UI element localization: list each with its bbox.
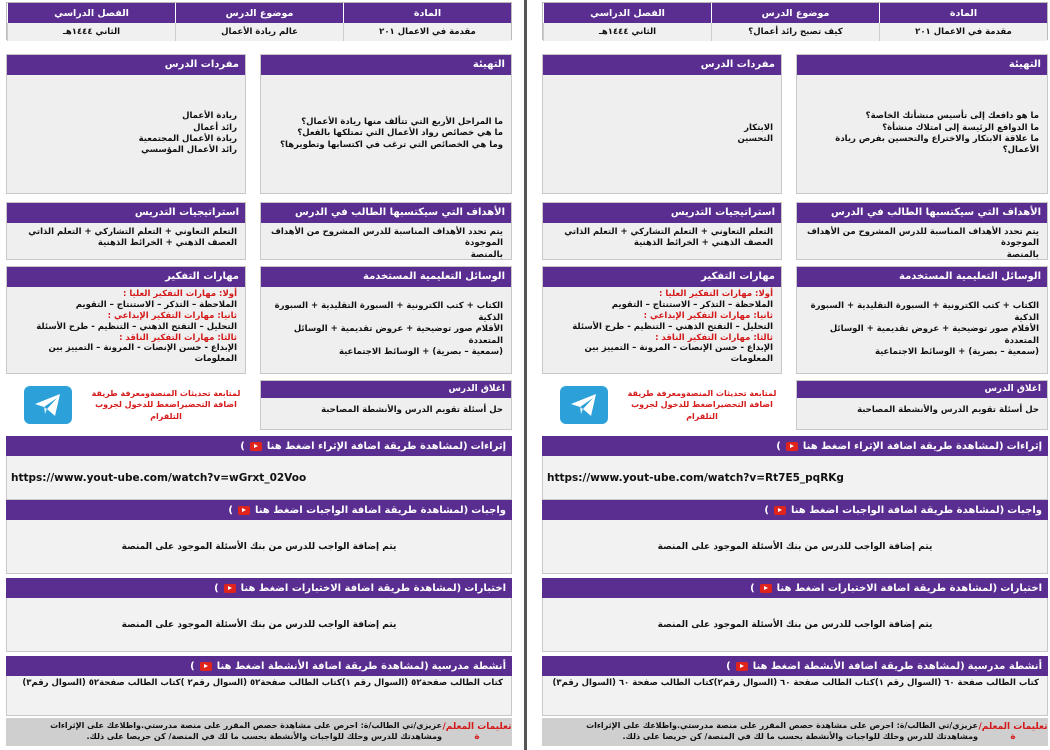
tests-close-paren: ) <box>214 582 219 594</box>
thinking-skills: الملاحظة – التذكر – الاستنتاج – التقويم <box>75 299 237 310</box>
text-line: واطلاعك على الإثراءات ومشاهدتك للدرس وحلك للواجبات والأنشطة بحسب ما لك في المنصة/ كن حريصا على ذلك. <box>586 721 978 741</box>
aids-content <box>797 287 1047 373</box>
thinking-skills: الملاحظة – التذكر – الاستنتاج – التقويم <box>611 299 773 310</box>
intro-box <box>260 54 512 194</box>
youtube-icon[interactable] <box>250 442 262 451</box>
text-line: رائد أعمال <box>193 122 237 133</box>
page-divider <box>524 0 527 750</box>
activities-section <box>6 656 512 716</box>
text-line: ومعرفة طريقة اضافة التحضير <box>91 389 237 410</box>
thinking-category: ثالثا: مهارات التفكير الناقد : <box>119 332 237 343</box>
aids-box <box>260 266 512 374</box>
topic-header: موضوع الدرس <box>711 3 879 23</box>
text-line: اضغط للدخول لجروب التلقرام <box>95 400 182 421</box>
subject-value: مقدمة في الاعمال ٢٠١ <box>343 23 511 41</box>
homework-content: يتم إضافة الواجب للدرس من بنك الأسئلة الموجود على المنصة <box>542 520 1048 574</box>
text-line: ريادة الأعمال <box>182 111 237 122</box>
text-line: ما هي خصائص رواد الأعمال التي تمتلكها بالفعل؟ <box>297 128 503 139</box>
youtube-icon[interactable] <box>238 506 250 515</box>
text-line: التعلم التعاوني + التعلم التشاركي + التعلم الذاتي <box>28 227 237 237</box>
thinking-skills: التحليل – التفتح الذهني – التنظيم - طرح الأسئلة <box>36 321 237 332</box>
thinking-skills: التحليل – التفتح الذهني – التنظيم - طرح الأسئلة <box>572 321 773 332</box>
homework-help-link[interactable]: (لمشاهدة طريقة اضافة الواجبات اضغط هنا <box>790 504 1005 516</box>
tests-content: يتم إضافة الواجب للدرس من بنك الأسئلة الموجود على المنصة <box>6 598 512 652</box>
subject-header: المادة <box>343 3 511 23</box>
semester-value: الثاني ١٤٤٤هـ <box>7 23 175 41</box>
tests-help-link[interactable]: (لمشاهدة طريقة اضافة الاختبارات اضغط هنا <box>776 582 998 594</box>
enrichment-header <box>542 436 1048 456</box>
activities-header <box>6 656 512 676</box>
enrichment-section <box>6 436 512 500</box>
text-line: التعلم التعاوني + التعلم التشاركي + التعلم الذاتي <box>564 227 773 237</box>
teacher-notes-label: تعليمات المعلم/ة <box>442 722 512 742</box>
intro-content <box>261 75 511 193</box>
aids-box <box>796 266 1048 374</box>
text-line: (سمعية – بصرية) + الوسائط الاجتماعية <box>874 347 1039 358</box>
tests-help-link[interactable]: (لمشاهدة طريقة اضافة الاختبارات اضغط هنا <box>240 582 462 594</box>
thinking-box <box>542 266 782 374</box>
enrichment-close-paren: ) <box>240 440 245 452</box>
closing-header: اغلاق الدرس <box>261 381 511 398</box>
aids-content <box>261 287 511 373</box>
text-line: الأقلام صور توضيحية + عروض تقديمية + الوسائل المتعددة <box>829 324 1039 346</box>
text-line: يتم تحدد الأهداف المناسبة للدرس المشروح من الأهداف الموجودة <box>270 227 503 249</box>
thinking-category: أولا: مهارات التفكير العليا : <box>658 289 773 299</box>
lesson-meta-table <box>542 2 1048 40</box>
intro-content <box>797 75 1047 193</box>
text-line: اضغط للدخول لجروب التلقرام <box>631 400 718 421</box>
homework-header <box>6 500 512 520</box>
aids-header: الوسائل التعليمية المستخدمة <box>261 267 511 287</box>
homework-content: يتم إضافة الواجب للدرس من بنك الأسئلة الموجود على المنصة <box>6 520 512 574</box>
closing-box <box>796 380 1048 430</box>
teacher-notes-label: تعليمات المعلم/ة <box>978 722 1048 742</box>
activities-header <box>542 656 1048 676</box>
subject-header: المادة <box>879 3 1047 23</box>
tests-header <box>542 578 1048 598</box>
vocab-header: مفردات الدرس <box>543 55 781 75</box>
telegram-text <box>622 388 782 422</box>
enrichment-url[interactable]: https://www.yout-ube.com/watch?v=Rt7E5_pqRKg <box>542 456 1048 500</box>
closing-content: حل أسئلة تقويم الدرس والأنشطة المصاحبة <box>857 405 1039 415</box>
text-line: كتاب الطالب صفحة٥٢ (السوال رقم٣) <box>22 678 181 688</box>
thinking-header: مهارات التفكير <box>7 267 245 287</box>
tests-title: اختبارات <box>464 582 506 594</box>
tests-title: اختبارات <box>1000 582 1042 594</box>
youtube-icon[interactable] <box>736 662 748 671</box>
objectives-box <box>796 202 1048 260</box>
text-line: لمتابعة تحديثات المنصة <box>686 389 777 399</box>
text-line: بالمنصة <box>470 249 503 260</box>
enrichment-title: إثراءات <box>470 440 506 452</box>
homework-close-paren: ) <box>764 504 769 516</box>
activities-title: أنشطة مدرسية <box>431 660 506 672</box>
topic-value: كيف تصبح رائد أعمال؟ <box>711 23 879 41</box>
text-line: العصف الذهني + الخرائط الذهنية <box>97 238 237 249</box>
strategies-box <box>542 202 782 260</box>
text-line: لمتابعة تحديثات المنصة <box>150 389 241 399</box>
thinking-category: أولا: مهارات التفكير العليا : <box>122 289 237 299</box>
intro-box <box>796 54 1048 194</box>
homework-help-link[interactable]: (لمشاهدة طريقة اضافة الواجبات اضغط هنا <box>254 504 469 516</box>
homework-title: واجبات <box>1007 504 1042 516</box>
activities-close-paren: ) <box>726 660 731 672</box>
enrichment-help-link[interactable]: (لمشاهدة طريقة اضافة الإثراء اضغط هنا <box>802 440 1004 452</box>
enrichment-url[interactable]: https://www.yout-ube.com/watch?v=wGrxt_02Voo <box>6 456 512 500</box>
telegram-promo[interactable] <box>14 382 246 428</box>
objectives-content <box>797 223 1047 265</box>
text-line: ما علاقة الابتكار والاختراع والتحسين بفرص ريادة الأعمال؟ <box>835 134 1039 156</box>
tests-header <box>6 578 512 598</box>
telegram-promo[interactable] <box>550 382 782 428</box>
activities-close-paren: ) <box>190 660 195 672</box>
homework-title: واجبات <box>471 504 506 516</box>
text-line: التحسين <box>737 134 773 144</box>
text-line: العصف الذهني + الخرائط الذهنية <box>633 238 773 249</box>
subject-value: مقدمة في الاعمال ٢٠١ <box>879 23 1047 41</box>
tests-content: يتم إضافة الواجب للدرس من بنك الأسئلة الموجود على المنصة <box>542 598 1048 652</box>
text-line: كتاب الطالب صفحة ٦٠ (السوال رقم٣) <box>552 678 714 688</box>
activities-help-link[interactable]: (لمشاهدة طريقة اضافة الأنشطة اضغط هنا <box>752 660 965 672</box>
text-line: الابتكار <box>744 122 773 133</box>
tests-section <box>6 578 512 652</box>
enrichment-section <box>542 436 1048 500</box>
semester-header: الفصل الدراسي <box>543 3 711 23</box>
activities-help-link[interactable]: (لمشاهدة طريقة اضافة الأنشطة اضغط هنا <box>216 660 429 672</box>
enrichment-close-paren: ) <box>776 440 781 452</box>
telegram-icon[interactable] <box>560 386 608 424</box>
lesson-plan-page <box>542 2 1048 748</box>
intro-header: التهيئة <box>261 55 511 75</box>
semester-header: الفصل الدراسي <box>7 3 175 23</box>
teacher-notes-text <box>542 721 978 743</box>
teacher-notes <box>542 718 1048 746</box>
objectives-header: الأهداف التي سيكتسبها الطالب في الدرس <box>261 203 511 223</box>
homework-close-paren: ) <box>228 504 233 516</box>
text-line: كتاب الطالب صفحة٥٢ (السوال رقم ١) <box>341 678 503 688</box>
text-line: (سمعية – بصرية) + الوسائط الاجتماعية <box>338 347 503 358</box>
thinking-skills: الإبداع - حسن الإنصات - المرونة – التمييز بين المعلومات <box>48 343 237 365</box>
vocab-content <box>7 75 245 193</box>
tests-section <box>542 578 1048 652</box>
objectives-header: الأهداف التي سيكتسبها الطالب في الدرس <box>797 203 1047 223</box>
text-line: يتم تحدد الأهداف المناسبة للدرس المشروح من الأهداف الموجودة <box>806 227 1039 249</box>
thinking-category: ثانيا: مهارات التفكير الإبداعي : <box>107 310 237 321</box>
text-line: ريادة الأعمال المجتمعية <box>138 134 237 144</box>
vocab-header: مفردات الدرس <box>7 55 245 75</box>
vocab-box <box>542 54 782 194</box>
topic-header: موضوع الدرس <box>175 3 343 23</box>
objectives-content <box>261 223 511 265</box>
text-line: كتاب الطالب صفحة ٦٠ (السوال رقم٢) <box>713 678 875 688</box>
text-line: كتاب الطالب صفحة ٦٠ (السوال رقم ١) <box>874 678 1039 688</box>
telegram-text <box>86 388 246 422</box>
youtube-icon[interactable] <box>760 584 772 593</box>
aids-header: الوسائل التعليمية المستخدمة <box>797 267 1047 287</box>
lesson-meta-table <box>6 2 512 40</box>
text-line: كتاب الطالب صفحة٥٢ (السوال رقم٢ ) <box>180 678 342 688</box>
teacher-notes <box>6 718 512 746</box>
tests-close-paren: ) <box>750 582 755 594</box>
text-line: واطلاعك على الإثراءات ومشاهدتك للدرس وحلك للواجبات والأنشطة بحسب ما لك في المنصة/ كن حريصا على ذلك. <box>50 721 442 741</box>
enrichment-title: إثراءات <box>1006 440 1042 452</box>
vocab-content <box>543 75 781 193</box>
strategies-box <box>6 202 246 260</box>
activities-content <box>542 676 1048 716</box>
text-line: رائد الأعمال المؤسسي <box>141 145 237 156</box>
strategies-header: استراتيجيات التدريس <box>543 203 781 223</box>
teacher-notes-text <box>6 721 442 743</box>
text-line: ما هو دافعك إلى تأسيس منشأتك الخاصة؟ <box>865 111 1039 122</box>
vocab-box <box>6 54 246 194</box>
text-line: وما هي الخصائص التي ترغب في اكتسابها وتطويرها؟ <box>280 139 503 150</box>
activities-section <box>542 656 1048 716</box>
thinking-skills: الإبداع - حسن الإنصات - المرونة – التمييز بين المعلومات <box>584 343 773 365</box>
text-line: ما الدوافع الرئيسة إلى امتلاك منشأة؟ <box>882 122 1039 133</box>
activities-content <box>6 676 512 716</box>
intro-header: التهيئة <box>797 55 1047 75</box>
strategies-content <box>7 223 245 254</box>
thinking-content <box>7 287 245 369</box>
homework-header <box>542 500 1048 520</box>
activities-title: أنشطة مدرسية <box>967 660 1042 672</box>
homework-section <box>6 500 512 574</box>
youtube-icon[interactable] <box>200 662 212 671</box>
text-line: ومعرفة طريقة اضافة التحضير <box>627 389 773 410</box>
text-line: الأقلام صور توضيحية + عروض تقديمية + الوسائل المتعددة <box>293 324 503 346</box>
text-line: بالمنصة <box>1006 249 1039 260</box>
youtube-icon[interactable] <box>224 584 236 593</box>
topic-value: عالم ريادة الأعمال <box>175 23 343 41</box>
youtube-icon[interactable] <box>774 506 786 515</box>
thinking-category: ثالثا: مهارات التفكير الناقد : <box>655 332 773 343</box>
semester-value: الثاني ١٤٤٤هـ <box>543 23 711 41</box>
thinking-category: ثانيا: مهارات التفكير الإبداعي : <box>643 310 773 321</box>
text-line: عزيزي/تي الطالب/ة: احرص على مشاهدة حصص المقرر على منصة مدرستي. <box>677 721 978 731</box>
thinking-content <box>543 287 781 369</box>
text-line: عزيزي/تي الطالب/ة: احرص على مشاهدة حصص المقرر على منصة مدرستي. <box>141 721 442 731</box>
enrichment-help-link[interactable]: (لمشاهدة طريقة اضافة الإثراء اضغط هنا <box>266 440 468 452</box>
strategies-content <box>543 223 781 254</box>
lesson-plan-page <box>6 2 512 748</box>
text-line: ما المراحل الأربع التي تتألف منها ريادة الأعمال؟ <box>301 116 503 127</box>
text-line: الكتاب + كتب الكترونية + السبورة التقليدية + السبورة الذكية <box>810 301 1039 323</box>
closing-box <box>260 380 512 430</box>
closing-header: اغلاق الدرس <box>797 381 1047 398</box>
telegram-icon[interactable] <box>24 386 72 424</box>
thinking-box <box>6 266 246 374</box>
strategies-header: استراتيجيات التدريس <box>7 203 245 223</box>
text-line: الكتاب + كتب الكترونية + السبورة التقليدية + السبورة الذكية <box>274 301 503 323</box>
closing-content: حل أسئلة تقويم الدرس والأنشطة المصاحبة <box>321 405 503 415</box>
enrichment-header <box>6 436 512 456</box>
youtube-icon[interactable] <box>786 442 798 451</box>
homework-section <box>542 500 1048 574</box>
objectives-box <box>260 202 512 260</box>
thinking-header: مهارات التفكير <box>543 267 781 287</box>
